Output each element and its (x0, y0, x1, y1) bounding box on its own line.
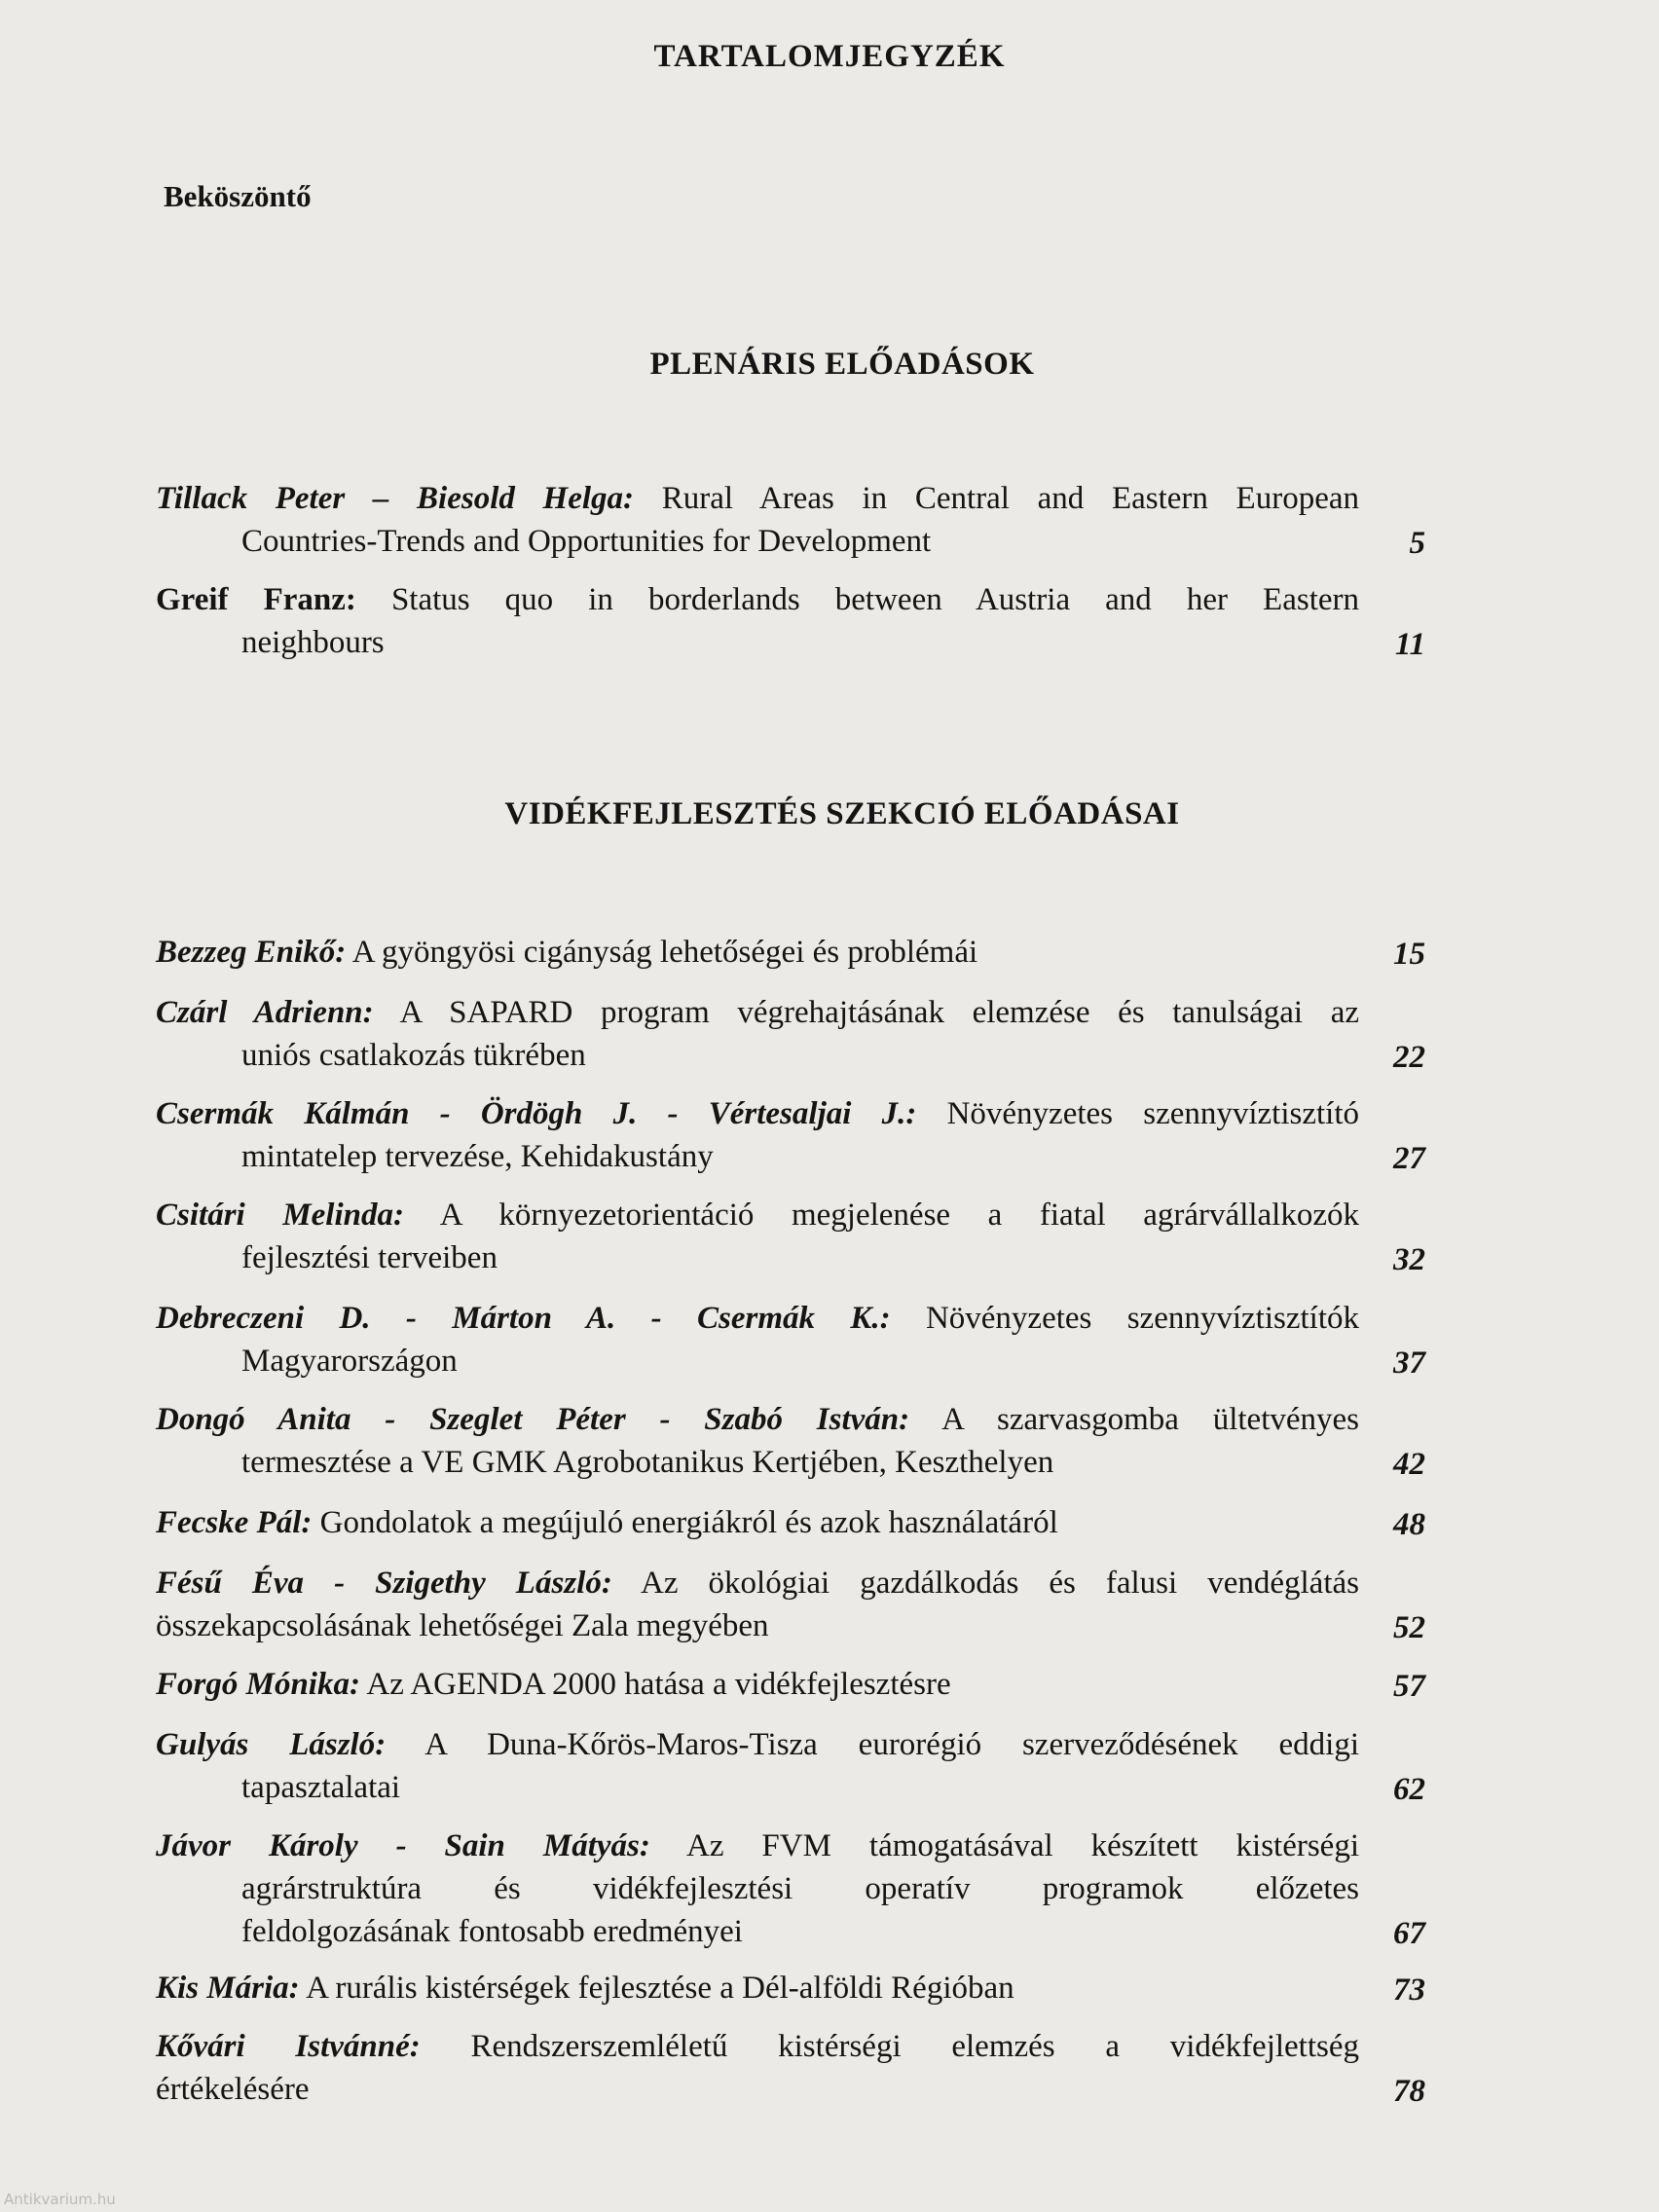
entry-author: Kővári Istvánné: (156, 2029, 421, 2064)
toc-entry (156, 477, 1441, 563)
entry-title-line2: neighbours (241, 625, 385, 660)
entry-author: Tillack Peter – Biesold Helga: (156, 481, 635, 516)
entry-page-number: 32 (1393, 1242, 1425, 1277)
entry-page-number: 27 (1393, 1141, 1425, 1176)
entry-page-number: 62 (1393, 1772, 1425, 1807)
entry-title-line2: összekapcsolásának lehetőségei Zala megyében (156, 1608, 769, 1643)
entry-page-number: 78 (1393, 2074, 1425, 2109)
entry-title-line1: A SAPARD program végrehajtásának elemzése és tanulságai az (399, 995, 1359, 1030)
entry-page-number: 52 (1393, 1610, 1425, 1645)
entry-title-line1: Növényzetes szennyvíztisztító (946, 1096, 1360, 1131)
entry-page-number: 5 (1409, 526, 1425, 561)
entry-author: Gulyás László: (156, 1727, 387, 1762)
entry-title-line1: A rurális kistérségek fejlesztése a Dél-alföldi Régióban (306, 1971, 1014, 2006)
entry-title-line1: A környezetorientáció megjelenése a fiatal agrárvállalkozók (439, 1198, 1359, 1233)
entry-title-line1: Rural Areas in Central and Eastern European (661, 481, 1359, 516)
entry-title-line2: Magyarországon (241, 1344, 458, 1379)
entry-title-line1: Növényzetes szennyvíztisztítók (925, 1301, 1359, 1336)
entry-title-line1: A Duna-Kőrös-Maros-Tisza eurorégió szerveződésének eddigi (424, 1727, 1360, 1762)
toc-entry (156, 1092, 1441, 1178)
toc-entry (156, 1501, 1441, 1544)
toc-entry (156, 1398, 1441, 1484)
toc-entry (156, 1663, 1441, 1706)
entry-author: Debreczeni D. - Márton A. - Csermák K.: (156, 1301, 891, 1336)
entry-title-line1: Az ökológiai gazdálkodás és falusi vendéglátás (641, 1566, 1359, 1601)
entry-author: Jávor Károly - Sain Mátyás: (156, 1828, 650, 1863)
entry-page-number: 42 (1393, 1447, 1425, 1482)
entry-title-line1: Az AGENDA 2000 hatása a vidékfejlesztésre (366, 1667, 951, 1702)
entry-author: Csermák Kálmán - Ördögh J. - Vértesaljai J.: (156, 1096, 917, 1131)
toc-entry (156, 1723, 1441, 1809)
entry-title-line1: Gondolatok a megújuló energiákról és azok használatáról (319, 1505, 1058, 1540)
entry-title-line3: feldolgozásának fontosabb eredményei (241, 1914, 743, 1949)
entry-page-number: 11 (1394, 627, 1425, 662)
entry-title-line2: termesztése a VE GMK Agrobotanikus Kertjében, Keszthelyen (241, 1445, 1054, 1480)
entry-author: Kis Mária: (156, 1971, 300, 2006)
entry-page-number: 73 (1393, 1972, 1425, 2008)
toc-entry (156, 1297, 1441, 1382)
entry-page-number: 67 (1393, 1916, 1425, 1951)
entry-title-line1: Rendszerszemléletű kistérségi elemzés a vidékfejlettség (470, 2029, 1360, 2064)
entry-title-line1: A gyöngyösi cigányság lehetőségei és problémái (351, 935, 978, 970)
entry-page-number: 48 (1393, 1507, 1425, 1542)
entry-title-line2: fejlesztési terveiben (241, 1240, 498, 1275)
entry-author: Forgó Mónika: (156, 1667, 360, 1702)
greeting-entry: Beköszöntő (164, 179, 312, 213)
entry-title-line2: mintatelep tervezése, Kehidakustány (241, 1139, 714, 1174)
toc-entry (156, 1562, 1441, 1647)
entry-title-line2: Countries-Trends and Opportunities for Development (241, 524, 932, 559)
toc-entry (156, 991, 1441, 1077)
entry-title-line1: A szarvasgomba ültetvényes (941, 1402, 1360, 1437)
entry-title-line1: Status quo in borderlands between Austria and her Eastern (390, 582, 1359, 617)
entry-title-line1: Az FVM támogatásával készített kistérségi (685, 1828, 1359, 1863)
section-heading-plenary: PLENÁRIS ELŐADÁSOK (649, 347, 1035, 382)
toc-entry (156, 931, 1441, 974)
entry-author: Bezzeg Enikő: (156, 935, 347, 970)
entry-page-number: 15 (1393, 937, 1425, 972)
entry-author: Fésű Éva - Szigethy László: (156, 1566, 612, 1601)
entry-title-line2: értékelésére (156, 2072, 310, 2107)
section-heading-rural: VIDÉKFEJLESZTÉS SZEKCIÓ ELŐADÁSAI (504, 796, 1180, 831)
toc-entry (156, 1825, 1441, 1953)
entry-title-line2: tapasztalatai (241, 1770, 401, 1805)
entry-page-number: 37 (1393, 1346, 1425, 1381)
watermark: Antikvarium.hu (4, 2191, 116, 2208)
entry-author: Czárl Adrienn: (156, 995, 374, 1030)
entry-author: Dongó Anita - Szeglet Péter - Szabó István: (156, 1402, 910, 1437)
entry-author: Greif Franz: (156, 582, 356, 617)
toc-entry (156, 1194, 1441, 1279)
toc-entry (156, 578, 1441, 664)
entry-author: Csitári Melinda: (156, 1198, 404, 1233)
toc-entry (156, 1967, 1441, 2009)
entry-title-line2: uniós csatlakozás tükrében (241, 1038, 586, 1073)
entry-title-line2: agrárstruktúra és vidékfejlesztési operatív programok előzetes (241, 1871, 1359, 1906)
page-title: TARTALOMJEGYZÉK (653, 39, 1006, 74)
toc-entry (156, 2025, 1441, 2111)
entry-page-number: 57 (1393, 1669, 1425, 1704)
entry-page-number: 22 (1393, 1040, 1425, 1075)
entry-author: Fecske Pál: (156, 1505, 313, 1540)
